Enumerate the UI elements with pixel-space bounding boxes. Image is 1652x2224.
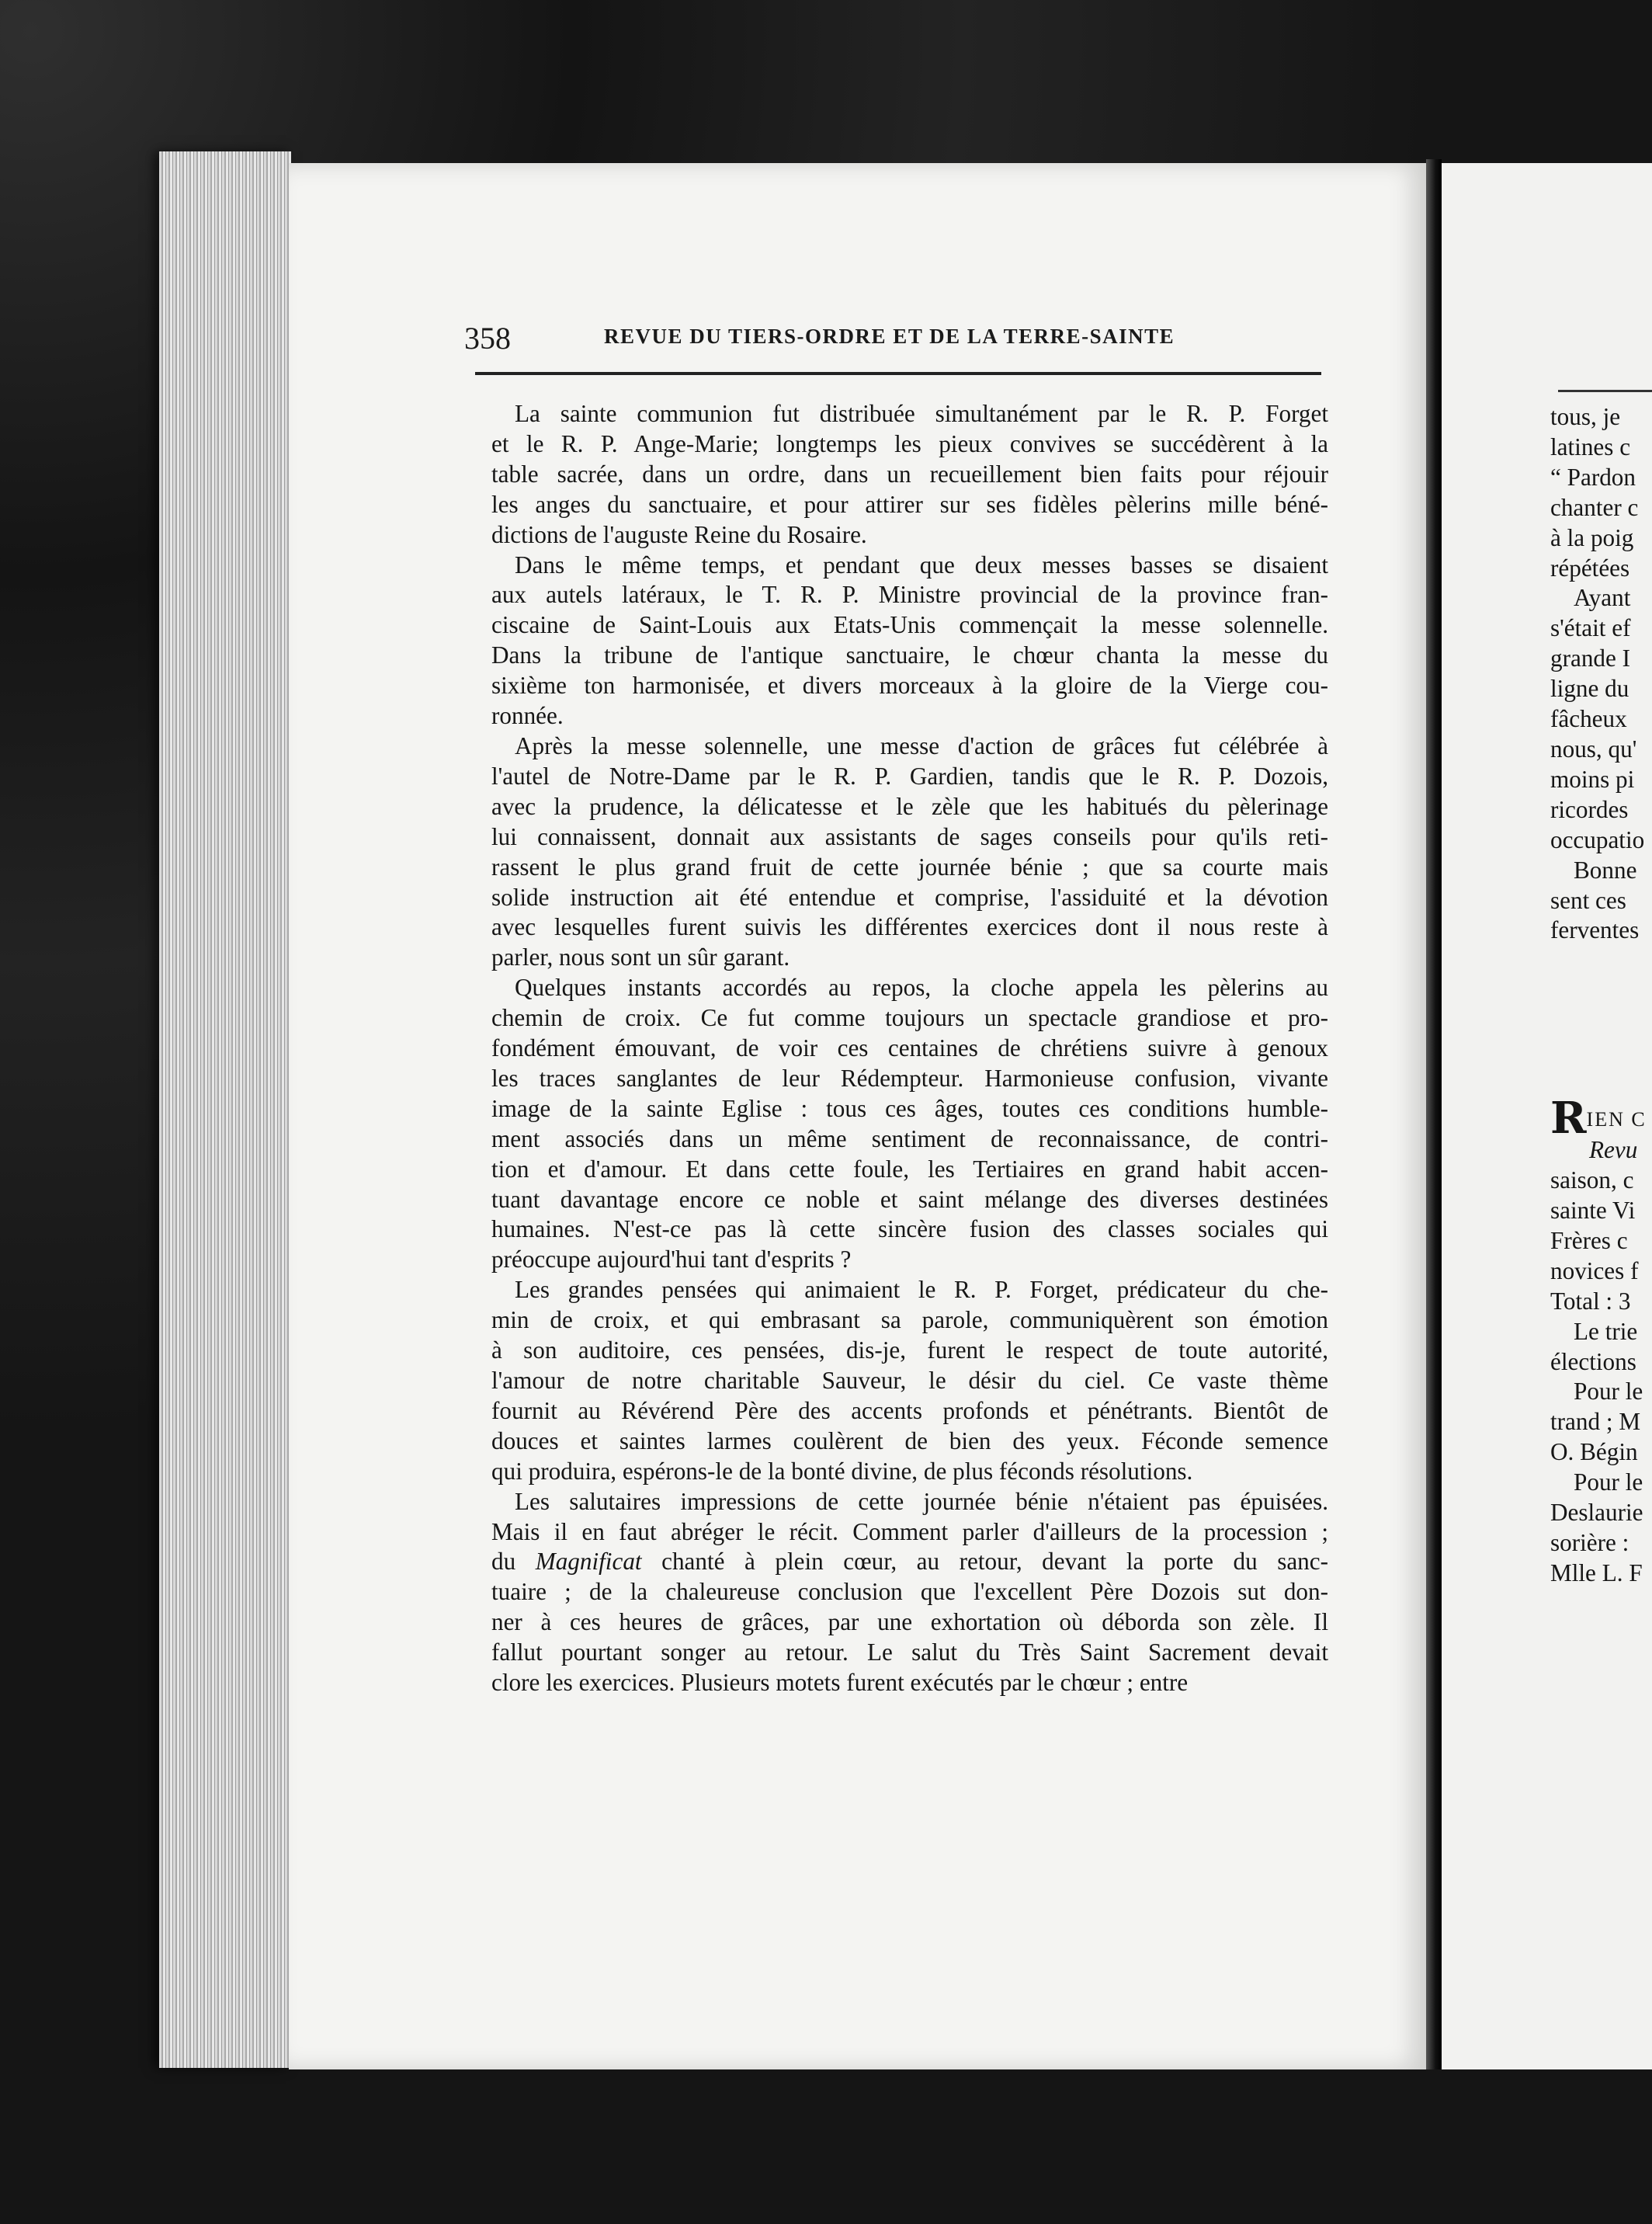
text-line: du Magnificat chanté à plein cœur, au retour, devant la porte du sanc- xyxy=(491,1548,1328,1576)
right-text-line: ricordes xyxy=(1550,795,1629,823)
text-line: qui produira, espérons-le de la bonté divine, de plus féconds résolutions. xyxy=(491,1457,1193,1485)
paragraph xyxy=(468,973,1328,1275)
right-text-line: ferventes xyxy=(1550,916,1640,944)
text-line: les traces sanglantes de leur Rédempteur. Harmonieuse confusion, vivante xyxy=(491,1064,1328,1092)
text-line: et le R. P. Ange-Marie; longtemps les pieux convives se succédèrent à la xyxy=(491,429,1328,457)
text-line: rassent le plus grand fruit de cette journée bénie ; que sa courte mais xyxy=(491,853,1328,881)
page-header xyxy=(464,320,1320,359)
header-rule xyxy=(475,372,1321,375)
page-number: 358 xyxy=(464,321,511,356)
page-edges xyxy=(159,151,291,2068)
right-text-line: grande I xyxy=(1550,645,1631,672)
right-text-line: Ayant xyxy=(1574,584,1631,612)
text-line: Dans le même temps, et pendant que deux messes basses se disaient xyxy=(515,551,1328,579)
text-line: sixième ton harmonisée, et divers morceaux à la gloire de la Vierge cou- xyxy=(491,672,1328,700)
text-line: clore les exercices. Plusieurs motets furent exécutés par le chœur ; entre xyxy=(491,1669,1189,1697)
text-line: préoccupe aujourd'hui tant d'esprits ? xyxy=(491,1246,852,1274)
right-text-line: Total : 3 xyxy=(1550,1287,1631,1315)
text-line: parler, nous sont un sûr garant. xyxy=(491,943,790,971)
right-text-line: O. Bégin xyxy=(1550,1438,1638,1466)
book-gutter xyxy=(1426,159,1442,2069)
right-text-line xyxy=(1550,1093,1652,1145)
right-text-line: saison, c xyxy=(1550,1166,1634,1194)
right-text-line: nous, qu' xyxy=(1550,735,1637,763)
right-text-line: sainte Vi xyxy=(1550,1197,1636,1225)
paragraph xyxy=(468,551,1328,731)
text-line: table sacrée, dans un ordre, dans un recueillement bien faits pour réjouir xyxy=(491,460,1328,488)
text-line: solide instruction ait été entendue et comprise, l'assiduité et la dévotion xyxy=(491,883,1328,911)
text-line: fallut pourtant songer au retour. Le salut du Très Saint Sacrement devait xyxy=(491,1638,1328,1666)
text-line: ronnée. xyxy=(491,702,564,730)
right-text-line: latines c xyxy=(1550,433,1631,460)
right-text-line: Pour le xyxy=(1574,1468,1643,1496)
section-gap xyxy=(1550,946,1652,1103)
text-line: ner à ces heures de grâces, par une exhortation où déborda son zèle. Il xyxy=(491,1608,1328,1636)
right-text-line: Bonne xyxy=(1574,856,1637,884)
paragraph xyxy=(468,731,1328,973)
paragraph xyxy=(468,1487,1328,1698)
text-line: Quelques instants accordés au repos, la cloche appela les pèlerins au xyxy=(515,974,1328,1002)
text-line: les anges du sanctuaire, et pour attirer sur ses fidèles pèlerins mille béné- xyxy=(491,490,1328,518)
text-line: Dans la tribune de l'antique sanctuaire, le chœur chanta la messe du xyxy=(491,641,1328,669)
text-line: Les grandes pensées qui animaient le R. P. Forget, prédicateur du che- xyxy=(515,1276,1328,1304)
right-text-line: novices f xyxy=(1550,1256,1639,1284)
paragraph xyxy=(468,1275,1328,1486)
right-text-line: Mlle L. F xyxy=(1550,1559,1643,1586)
text-line: aux autels latéraux, le T. R. P. Ministre provincial de la province fran- xyxy=(491,581,1328,609)
text-line: Après la messe solennelle, une messe d'action de grâces fut célébrée à xyxy=(515,731,1328,759)
text-line: avec lesquelles furent suivis les différentes exercices dont il nous reste à xyxy=(491,913,1328,941)
text-line: tuant davantage encore ce noble et saint mélange des diverses destinées xyxy=(491,1185,1328,1213)
text-line: avec la prudence, la délicatesse et le zèle que les habitués du pèlerinage xyxy=(491,792,1328,820)
right-text-line: s'était ef xyxy=(1550,614,1631,642)
text-line: ciscaine de Saint-Louis aux Etats-Unis commençait la messe solennelle. xyxy=(491,611,1328,639)
text-line: ment associés dans un même sentiment de reconnaissance, de contri- xyxy=(491,1124,1328,1152)
running-title: REVUE DU TIERS-ORDRE ET DE LA TERRE-SAINTE xyxy=(604,325,1175,348)
text-line: tion et d'amour. Et dans cette foule, les Tertiaires en grand habit accen- xyxy=(491,1155,1328,1183)
text-line: Mais il en faut abréger le récit. Comment parler d'ailleurs de la procession ; xyxy=(491,1517,1328,1545)
text-line: tuaire ; de la chaleureuse conclusion que l'excellent Père Dozois sut don- xyxy=(491,1578,1328,1606)
right-header-rule xyxy=(1558,390,1652,392)
right-text-line: Le trie xyxy=(1574,1317,1638,1345)
right-page-text xyxy=(1550,402,1652,1589)
right-text-line: Deslaurie xyxy=(1550,1499,1643,1527)
text-line: fournit au Révérend Père des accents profonds et pénétrants. Bientôt de xyxy=(491,1396,1328,1424)
text-line: l'autel de Notre-Dame par le R. P. Gardien, tandis que le R. P. Dozois, xyxy=(491,762,1328,790)
text-line: humaines. N'est-ce pas là cette sincère fusion des classes sociales qui xyxy=(491,1215,1328,1243)
right-text-line: sorière : xyxy=(1550,1529,1629,1556)
text-line: fondément émouvant, de voir ces centaines de chrétiens suivre à genoux xyxy=(491,1034,1328,1062)
text-line: à son auditoire, ces pensées, dis-je, furent le respect de toute autorité, xyxy=(491,1336,1328,1364)
text-line: douces et saintes larmes coulèrent de bien des yeux. Féconde semence xyxy=(491,1426,1328,1454)
right-text-line: trand ; M xyxy=(1550,1408,1641,1436)
right-text-line: Frères c xyxy=(1550,1226,1628,1254)
text-line: Les salutaires impressions de cette journée bénie n'étaient pas épuisées. xyxy=(515,1487,1328,1515)
right-text-line: Revu xyxy=(1589,1136,1638,1164)
right-text-line: occupatio xyxy=(1550,825,1645,853)
text-line: lui connaissent, donnait aux assistants de sages conseils pour qu'ils reti- xyxy=(491,822,1328,850)
right-text-line: ligne du xyxy=(1550,675,1629,703)
right-page xyxy=(1442,163,1652,2069)
text-line: min de croix, et qui embrasant sa parole, communiquèrent son émotion xyxy=(491,1306,1328,1334)
body-text xyxy=(468,399,1328,1698)
right-text-line: élections xyxy=(1550,1347,1636,1375)
right-text-fragment: IEN C xyxy=(1586,1108,1647,1131)
right-text-line: tous, je xyxy=(1550,403,1621,430)
right-text-line: chanter c xyxy=(1550,493,1639,521)
right-text-line: Pour le xyxy=(1574,1378,1643,1406)
text-line: image de la sainte Eglise : tous ces âges, toutes ces conditions humble- xyxy=(491,1094,1328,1122)
text-line: l'amour de notre charitable Sauveur, le désir du ciel. Ce vaste thème xyxy=(491,1367,1328,1394)
right-text-line: moins pi xyxy=(1550,765,1635,793)
paragraph xyxy=(468,399,1328,551)
text-line: La sainte communion fut distribuée simultanément par le R. P. Forget xyxy=(515,400,1328,427)
right-text-line: répétées xyxy=(1550,554,1630,582)
text-line: dictions de l'auguste Reine du Rosaire. xyxy=(491,520,867,548)
right-text-line: à la poig xyxy=(1550,523,1634,551)
text-line: chemin de croix. Ce fut comme toujours un spectacle grandiose et pro- xyxy=(491,1004,1328,1032)
drop-cap: R xyxy=(1550,1093,1587,1145)
right-text-line: sent ces xyxy=(1550,886,1626,914)
right-text-line: fâcheux xyxy=(1550,705,1627,733)
right-text-line: “ Pardon xyxy=(1550,463,1636,491)
